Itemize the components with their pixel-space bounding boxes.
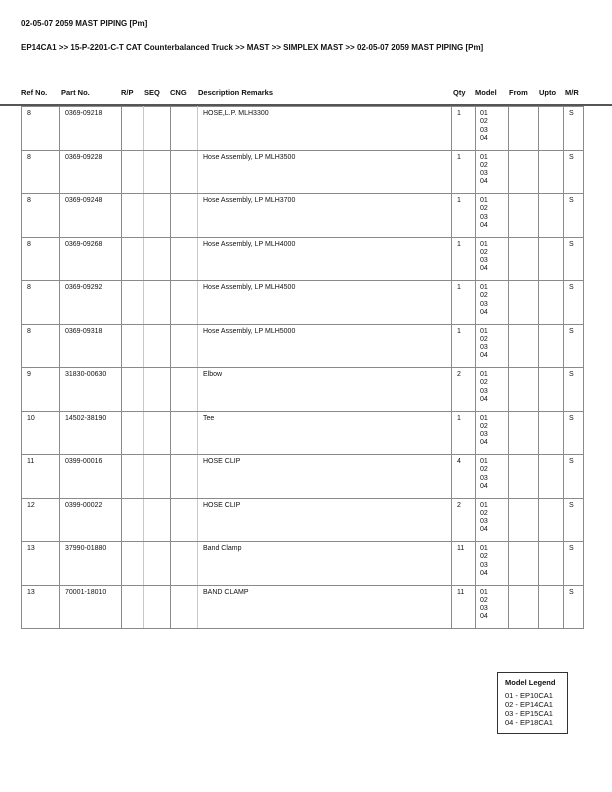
ref-no-cell: 13 — [22, 542, 60, 586]
model-code: 03 — [480, 561, 488, 569]
cng-cell — [171, 194, 198, 238]
model-code: 04 — [480, 221, 488, 229]
from-cell — [509, 281, 539, 325]
from-cell — [509, 150, 539, 194]
model-code: 04 — [480, 178, 488, 186]
description-cell: Hose Assembly, LP MLH3500 — [198, 150, 452, 194]
seq-cell — [144, 368, 171, 412]
model-code: 04 — [480, 613, 488, 621]
rp-cell — [122, 498, 144, 542]
ref-no-cell: 8 — [22, 324, 60, 368]
ref-no-cell: 9 — [22, 368, 60, 412]
upto-cell — [539, 281, 564, 325]
ref-no-cell: 13 — [22, 585, 60, 629]
seq-cell — [144, 281, 171, 325]
mr-cell: S — [564, 411, 584, 455]
mr-cell: S — [564, 150, 584, 194]
part-no-cell: 0399-00016 — [60, 455, 122, 499]
seq-cell — [144, 194, 171, 238]
ref-no-cell: 12 — [22, 498, 60, 542]
description-cell: Tee — [198, 411, 452, 455]
cng-cell — [171, 281, 198, 325]
seq-cell — [144, 542, 171, 586]
model-code: 01 — [480, 414, 488, 422]
qty-cell: 2 — [452, 498, 476, 542]
rp-cell — [122, 194, 144, 238]
seq-cell — [144, 455, 171, 499]
mr-cell: S — [564, 194, 584, 238]
from-cell — [509, 194, 539, 238]
seq-cell — [144, 498, 171, 542]
header-mr: M/R — [565, 88, 579, 97]
model-code: 03 — [480, 518, 488, 526]
model-legend — [497, 672, 568, 734]
model-cell — [476, 542, 509, 586]
ref-no-cell: 10 — [22, 411, 60, 455]
model-code: 04 — [480, 352, 488, 360]
mr-cell: S — [564, 368, 584, 412]
table-row[interactable] — [22, 150, 584, 194]
cng-cell — [171, 411, 198, 455]
qty-cell: 1 — [452, 324, 476, 368]
table-row[interactable] — [22, 498, 584, 542]
model-code: 04 — [480, 526, 488, 534]
model-cell — [476, 150, 509, 194]
model-code: 03 — [480, 257, 488, 265]
cng-cell — [171, 455, 198, 499]
model-code: 03 — [480, 170, 488, 178]
header-ref-no: Ref No. — [21, 88, 48, 97]
table-row[interactable] — [22, 455, 584, 499]
page-title: 02-05-07 2059 MAST PIPING [Pm] — [21, 19, 148, 28]
model-code: 02 — [480, 553, 488, 561]
model-code: 01 — [480, 458, 488, 465]
model-code: 02 — [480, 509, 488, 517]
from-cell — [509, 498, 539, 542]
qty-cell: 2 — [452, 368, 476, 412]
mr-cell: S — [564, 498, 584, 542]
rp-cell — [122, 324, 144, 368]
legend-item: 01 - EP10CA1 — [505, 691, 553, 700]
part-no-cell: 0369-09218 — [60, 107, 122, 151]
model-code: 01 — [480, 284, 488, 291]
model-code: 01 — [480, 501, 488, 509]
ref-no-cell: 8 — [22, 107, 60, 151]
model-cell — [476, 455, 509, 499]
legend-item: 02 - EP14CA1 — [505, 700, 553, 709]
model-code: 02 — [480, 248, 488, 256]
header-description: Description Remarks — [198, 88, 274, 97]
legend-item: 03 - EP15CA1 — [505, 709, 553, 718]
description-cell: Elbow — [198, 368, 452, 412]
description-cell: Hose Assembly, LP MLH3700 — [198, 194, 452, 238]
model-code: 03 — [480, 300, 488, 308]
table-row[interactable] — [22, 542, 584, 586]
cng-cell — [171, 585, 198, 629]
mr-cell: S — [564, 324, 584, 368]
header-from: From — [509, 88, 528, 97]
header-upto: Upto — [539, 88, 557, 97]
table-row[interactable] — [22, 585, 584, 629]
model-code: 01 — [480, 110, 488, 117]
upto-cell — [539, 542, 564, 586]
part-no-cell: 0369-09248 — [60, 194, 122, 238]
ref-no-cell: 11 — [22, 455, 60, 499]
model-code: 02 — [480, 422, 488, 430]
upto-cell — [539, 194, 564, 238]
seq-cell — [144, 237, 171, 281]
model-cell — [476, 107, 509, 151]
rp-cell — [122, 237, 144, 281]
model-code: 02 — [480, 466, 488, 474]
description-cell: BAND CLAMP — [198, 585, 452, 629]
model-code: 01 — [480, 545, 488, 552]
model-code: 03 — [480, 605, 488, 613]
table-row[interactable] — [22, 411, 584, 455]
part-no-cell: 14502-38190 — [60, 411, 122, 455]
qty-cell: 11 — [452, 542, 476, 586]
model-cell — [476, 498, 509, 542]
mr-cell: S — [564, 281, 584, 325]
model-code: 01 — [480, 153, 488, 161]
rp-cell — [122, 150, 144, 194]
mr-cell: S — [564, 542, 584, 586]
rp-cell — [122, 411, 144, 455]
qty-cell: 11 — [452, 585, 476, 629]
table-row[interactable] — [22, 281, 584, 325]
from-cell — [509, 324, 539, 368]
mr-cell: S — [564, 455, 584, 499]
model-code: 02 — [480, 118, 488, 126]
upto-cell — [539, 324, 564, 368]
rp-cell — [122, 542, 144, 586]
model-code: 01 — [480, 240, 488, 248]
rp-cell — [122, 368, 144, 412]
from-cell — [509, 455, 539, 499]
upto-cell — [539, 150, 564, 194]
table-row[interactable] — [22, 107, 584, 151]
seq-cell — [144, 324, 171, 368]
model-code: 03 — [480, 431, 488, 439]
model-code: 02 — [480, 379, 488, 387]
model-code: 01 — [480, 327, 488, 335]
cng-cell — [171, 107, 198, 151]
mr-cell: S — [564, 237, 584, 281]
model-code: 03 — [480, 213, 488, 221]
qty-cell: 1 — [452, 107, 476, 151]
model-code: 02 — [480, 335, 488, 343]
header-model: Model — [475, 88, 497, 97]
description-cell: HOSE CLIP — [198, 498, 452, 542]
model-code: 02 — [480, 292, 488, 300]
from-cell — [509, 542, 539, 586]
cng-cell — [171, 368, 198, 412]
cng-cell — [171, 498, 198, 542]
seq-cell — [144, 585, 171, 629]
seq-cell — [144, 411, 171, 455]
ref-no-cell: 8 — [22, 237, 60, 281]
model-cell — [476, 368, 509, 412]
ref-no-cell: 8 — [22, 194, 60, 238]
upto-cell — [539, 237, 564, 281]
upto-cell — [539, 585, 564, 629]
seq-cell — [144, 107, 171, 151]
parts-table — [21, 106, 584, 629]
legend-item: 04 - EP18CA1 — [505, 718, 553, 727]
ref-no-cell: 8 — [22, 281, 60, 325]
part-no-cell: 0399-00022 — [60, 498, 122, 542]
rp-cell — [122, 585, 144, 629]
from-cell — [509, 368, 539, 412]
model-code: 04 — [480, 482, 488, 490]
model-cell — [476, 324, 509, 368]
model-code: 04 — [480, 308, 488, 316]
upto-cell — [539, 107, 564, 151]
description-cell: Hose Assembly, LP MLH4000 — [198, 237, 452, 281]
model-code: 03 — [480, 387, 488, 395]
header-cng: CNG — [170, 88, 187, 97]
from-cell — [509, 237, 539, 281]
part-no-cell: 31830-00630 — [60, 368, 122, 412]
part-no-cell: 0369-09318 — [60, 324, 122, 368]
model-code: 02 — [480, 161, 488, 169]
qty-cell: 1 — [452, 281, 476, 325]
model-code: 03 — [480, 474, 488, 482]
rp-cell — [122, 455, 144, 499]
qty-cell: 1 — [452, 194, 476, 238]
model-code: 03 — [480, 344, 488, 352]
from-cell — [509, 411, 539, 455]
upto-cell — [539, 368, 564, 412]
qty-cell: 1 — [452, 237, 476, 281]
part-no-cell: 0369-09268 — [60, 237, 122, 281]
table-row[interactable] — [22, 368, 584, 412]
legend-title: Model Legend — [505, 678, 556, 687]
part-no-cell: 0369-09292 — [60, 281, 122, 325]
mr-cell: S — [564, 107, 584, 151]
part-no-cell: 70001-18010 — [60, 585, 122, 629]
model-code: 01 — [480, 197, 488, 204]
breadcrumb: EP14CA1 >> 15-P-2201-C-T CAT Counterbalanced Truck >> MAST >> SIMPLEX MAST >> 02-05-07 2059 MAST PIPING [Pm] — [21, 43, 484, 52]
model-cell — [476, 585, 509, 629]
model-code: 04 — [480, 134, 488, 142]
description-cell: Hose Assembly, LP MLH5000 — [198, 324, 452, 368]
rp-cell — [122, 281, 144, 325]
model-code: 01 — [480, 588, 488, 596]
table-row[interactable] — [22, 194, 584, 238]
model-code: 04 — [480, 569, 488, 577]
qty-cell: 4 — [452, 455, 476, 499]
model-cell — [476, 237, 509, 281]
model-cell — [476, 411, 509, 455]
table-row[interactable] — [22, 237, 584, 281]
upto-cell — [539, 411, 564, 455]
model-code: 04 — [480, 395, 488, 403]
cng-cell — [171, 542, 198, 586]
ref-no-cell: 8 — [22, 150, 60, 194]
cng-cell — [171, 237, 198, 281]
mr-cell: S — [564, 585, 584, 629]
model-code: 03 — [480, 126, 488, 134]
qty-cell: 1 — [452, 411, 476, 455]
from-cell — [509, 585, 539, 629]
model-code: 01 — [480, 371, 488, 378]
model-code: 02 — [480, 205, 488, 213]
model-code: 04 — [480, 265, 488, 273]
header-seq: SEQ — [144, 88, 160, 97]
upto-cell — [539, 498, 564, 542]
from-cell — [509, 107, 539, 151]
cng-cell — [171, 150, 198, 194]
upto-cell — [539, 455, 564, 499]
description-cell: Hose Assembly, LP MLH4500 — [198, 281, 452, 325]
model-code: 02 — [480, 596, 488, 604]
qty-cell: 1 — [452, 150, 476, 194]
cng-cell — [171, 324, 198, 368]
header-qty: Qty — [453, 88, 466, 97]
part-no-cell: 37990-01880 — [60, 542, 122, 586]
header-part-no: Part No. — [61, 88, 90, 97]
model-cell — [476, 194, 509, 238]
part-no-cell: 0369-09228 — [60, 150, 122, 194]
table-row[interactable] — [22, 324, 584, 368]
description-cell: Band Clamp — [198, 542, 452, 586]
description-cell: HOSE,L.P. MLH3300 — [198, 107, 452, 151]
model-code: 04 — [480, 439, 488, 447]
rp-cell — [122, 107, 144, 151]
header-rp: R/P — [121, 88, 134, 97]
description-cell: HOSE CLIP — [198, 455, 452, 499]
seq-cell — [144, 150, 171, 194]
model-cell — [476, 281, 509, 325]
